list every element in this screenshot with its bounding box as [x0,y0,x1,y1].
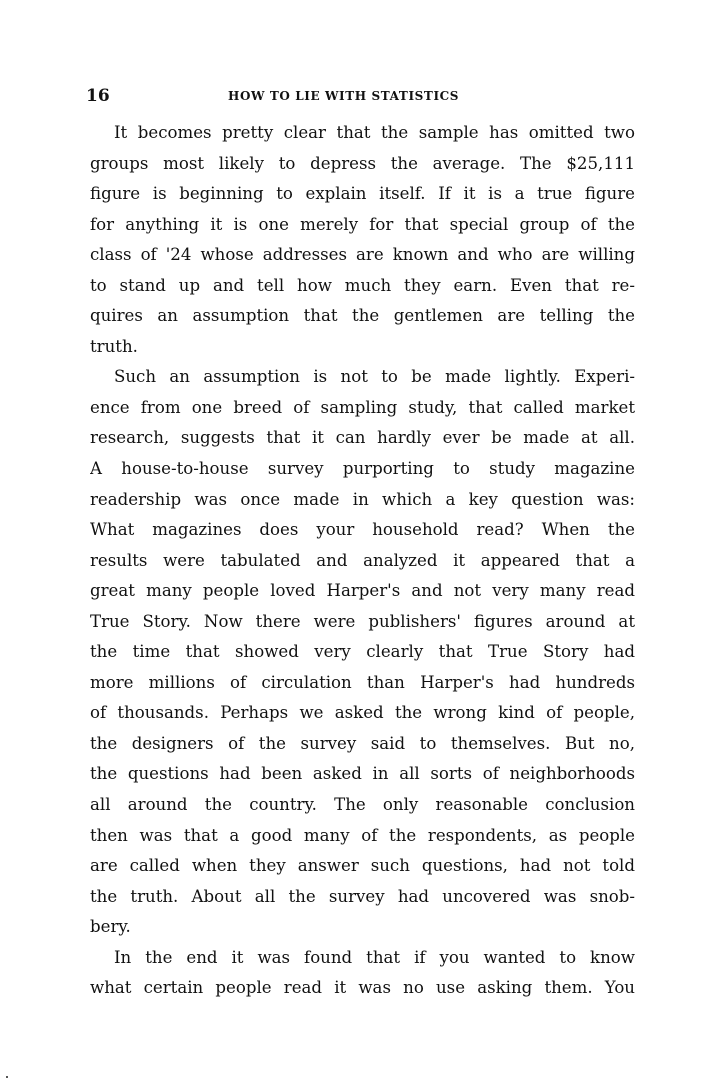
text-line: True Story. Now there were publishers' figures around at [90,611,635,631]
text-line: are called when they answer such questions, had not told [90,856,635,876]
text-line: research, suggests that it can hardly ever be made at all. [90,428,635,448]
running-head [86,86,646,110]
text-line: Such an assumption is not to be made lightly. Experi- [114,367,635,387]
text-line: groups most likely to depress the average. The $25,111 [90,153,635,173]
text-line: It becomes pretty clear that the sample has omitted two [114,123,635,142]
text-line: the truth. About all the survey had uncovered was snob- [90,886,635,906]
page-number: 16 [86,86,110,106]
text-line: In the end it was found that if you wanted to know [114,947,635,967]
text-line: to stand up and tell how much they earn. Even that re- [90,275,635,295]
text-line: the time that showed very clearly that True Story had [90,642,635,662]
body-text [90,118,635,1004]
text-line: figure is beginning to explain itself. If it is a true figure [90,184,635,204]
running-title: HOW TO LIE WITH STATISTICS [228,89,460,103]
text-line: all around the country. The only reasonable conclusion [90,795,635,815]
text-line: the designers of the survey said to themselves. But no, [90,733,635,753]
text-line: quires an assumption that the gentlemen are telling the [90,306,635,326]
text-line: for anything it is one merely for that special group of the [90,214,635,234]
text-line: A house-to-house survey purporting to study magazine [90,459,635,479]
text-line: of thousands. Perhaps we asked the wrong kind of people, [90,703,635,723]
text-line: class of '24 whose addresses are known and who are willing [90,245,635,265]
text-line: what certain people read it was no use asking them. You [90,978,635,998]
text-line: great many people loved Harper's and not very many read [90,581,635,601]
scan-speck [6,1076,8,1078]
text-line: ence from one breed of sampling study, that called market [90,397,635,417]
text-line: readership was once made in which a key question was: [90,489,635,509]
text-line: the questions had been asked in all sorts of neighborhoods [90,764,635,784]
text-line: then was that a good many of the respondents, as people [90,825,635,845]
text-line: bery. [90,917,131,937]
text-line: results were tabulated and analyzed it appeared that a [90,550,635,570]
text-line: truth. [90,336,138,356]
text-line: What magazines does your household read? When the [90,520,635,540]
text-line: more millions of circulation than Harper's had hundreds [90,672,635,692]
